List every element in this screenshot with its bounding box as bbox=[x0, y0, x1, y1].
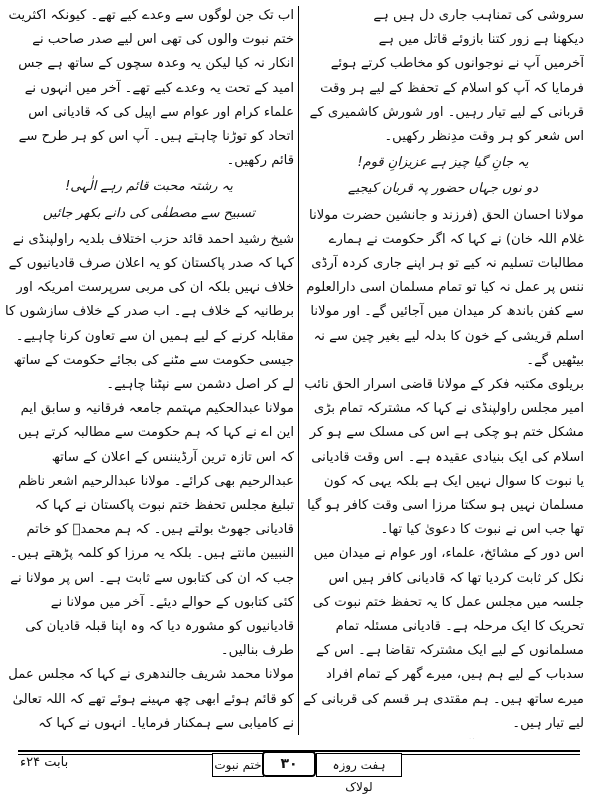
right-para-6: اس دور کے مشائخ، علماء، اور عوام نے میدان میں نکل کر ثابت کردیا تھا کہ قادیانی کافر ہیں اس جلسہ میں مجلس عمل کا یہ تحفظ ختم نبوت کی تحریک کا ایک مرحلہ ہے۔ قادیانی مسئلہ تمام مسلمانوں کے لیے ایک مشترکہ تقاضا ہے۔ اس کے سدباب کے لیے ہم ہیں، میرے گھر کے تمام افراد میرے ساتھ ہیں۔ ہم مقتدی ہر قسم کی قربانی کے لیے تیار ہیں۔ bbox=[303, 546, 584, 731]
right-para-3: آخرمیں آپ نے نوجوانوں کو مخاطب کرتے ہوئے فرمایا کہ آپ کو اسلام کے تحفظ کے لیے ہر وقت قربانی کے لیے تیار رہیں۔ اور شورش کاشمیری کے اس شعر کو ہر وقت مدِنظر رکھیں۔ bbox=[309, 56, 584, 145]
right-para-7 bbox=[302, 736, 584, 739]
left-verse-1: یہ رشتہ محبت قائم رہے الٰہی! bbox=[65, 179, 233, 195]
right-para-5: بریلوی مکتبہ فکر کے مولانا قاضی اسرار الحق نائب امیر مجلس راولپنڈی نے کہا کہ مشترکہ تمام بڑی مشکل ختم ہو چکی ہے اس کی مسلک سے ہو کر اسلام کی ایک بنیادی عقیدہ ہے۔ اس وقت قادیانی یا نبوت کا سوال نہیں ایک ہے بلکہ یہی کہ کون مسلمان نہیں ہو سکتا مرزا اسی وقت کافر ہو گیا تھا جب اس نے نبوت کا دعویٰ کیا تھا۔ bbox=[304, 377, 584, 538]
left-para-2: شیخ رشید احمد قائد حزب اختلاف بلدیہ راولپنڈی نے کہا کہ صدر پاکستان کو یہ اعلان صرف قادیانیوں کے خلاف نہیں بلکہ ان کی مربی سرپرست امریکہ اور برطانیہ کے خلاف ہے۔ اب صدر کے خلاف سازشوں کا مقابلہ کرنے کے لیے ہمیں ان سے تعاون کرنا چاہیے۔ جیسی حکومت سے مٹنے کی بجائے حکومت کے ساتھ لے کر اصل دشمن سے نپٹنا چاہیے۔ bbox=[5, 231, 294, 393]
left-para-4: مولانا محمد شریف جالندھری نے کہا کہ مجلس عمل کو قائم ہوئے ابھی چھ مہینے ہوئے تھے کہ اللہ تعالیٰ نے کامیابی سے ہمکنار فرمایا۔ انہوں نے کہا کہ bbox=[8, 667, 294, 731]
issue-label: بابت ۲۴ء bbox=[20, 755, 69, 770]
right-verse-1: یہ جانِ گیا چیز ہے عزیزانِ قوم! bbox=[357, 155, 529, 171]
page-number: ۳۰ bbox=[280, 756, 298, 772]
left-para-1: اب تک جن لوگوں سے وعدے کیے تھے۔ کیونکہ اکثریت ختم نبوت والوں کی تھی اس لیے صدر صاحب نے انکار نہ کیا لیکن یہ وعدہ سچوں کے ساتھ ہے جس امید کے تحت یہ وعدے کیے تھے۔ آخر میں انہوں نے علماء کرام اور عوام سے اپیل کی کہ قادیانی اس اتحاد کو توڑنا چاہتے ہیں۔ آپ اس کو ہر طرح سے قائم رکھیں۔ bbox=[8, 8, 294, 169]
page-number-box bbox=[262, 751, 316, 777]
right-para-2: دیکھنا ہے زور کتنا بازوئے قاتل میں ہے bbox=[378, 32, 584, 48]
footer-title-left: ختم نبوت bbox=[212, 753, 264, 777]
page-footer bbox=[0, 747, 590, 794]
left-verse-2: تسبیح سے مصطفٰی کی دانے بکھر جائیں bbox=[42, 205, 256, 221]
right-para-1: سروشی کی تمناہب جاری دل ہیں ہے bbox=[373, 8, 584, 23]
left-para-3: مولانا عبدالحکیم مہتمم جامعہ فرقانیہ و سابق ایم این اے نے کہا کہ ہم حکومت سے مطالبہ کرتے ہیں کہ اس تازہ ترین آرڈیننس کے اعلان کے ساتھ عبدالرحیم بھی کرائے۔ مولانا عبدالرحیم اشعر ناظم تبلیغ مجلس تحفظ ختم نبوت پاکستان نے کہا کہ قادیانی جھوٹ بولتے ہیں۔ کہ ہم محمدؐ کو خاتم النبیین مانتے ہیں۔ بلکہ یہ مرزا کو کلمہ پڑھتے ہیں۔ جب کہ ان کی کتابوں سے ثابت ہے۔ اس پر مولانا نے کئی کتابوں کے حوالے دیئے۔ آخر میں مولانا نے قادیانیوں کو مشورہ دیا کہ وہ اپنا قبلہ قادیان کی طرف بنالیں۔ bbox=[9, 401, 294, 659]
right-verse-2: دو نوں جہاں حضور پہ قربان کیجیے bbox=[348, 181, 538, 197]
right-para-4: مولانا احسان الحق (فرزند و جانشین حضرت مولانا غلام اللہ خان) نے کہا کہ اگر حکومت نے ہمارے مطالبات تسلیم نہ کیے تو ہر اپنے جاری کردہ آرڈی ننس پر عمل نہ کیا تو تمام مسلمان اسی دارالعلوم سے کفن باندھ کر میدان میں آجائیں گے۔ اور مولانا اسلم قریشی کے خون کا بدلہ لیے بغیر چین سے نہ بیٹھیں گے۔ bbox=[306, 207, 584, 368]
footer-title-right: ہفت روزہ لولاک bbox=[316, 753, 402, 777]
column-divider bbox=[298, 6, 299, 735]
right-column bbox=[302, 4, 584, 739]
left-column bbox=[4, 4, 294, 739]
